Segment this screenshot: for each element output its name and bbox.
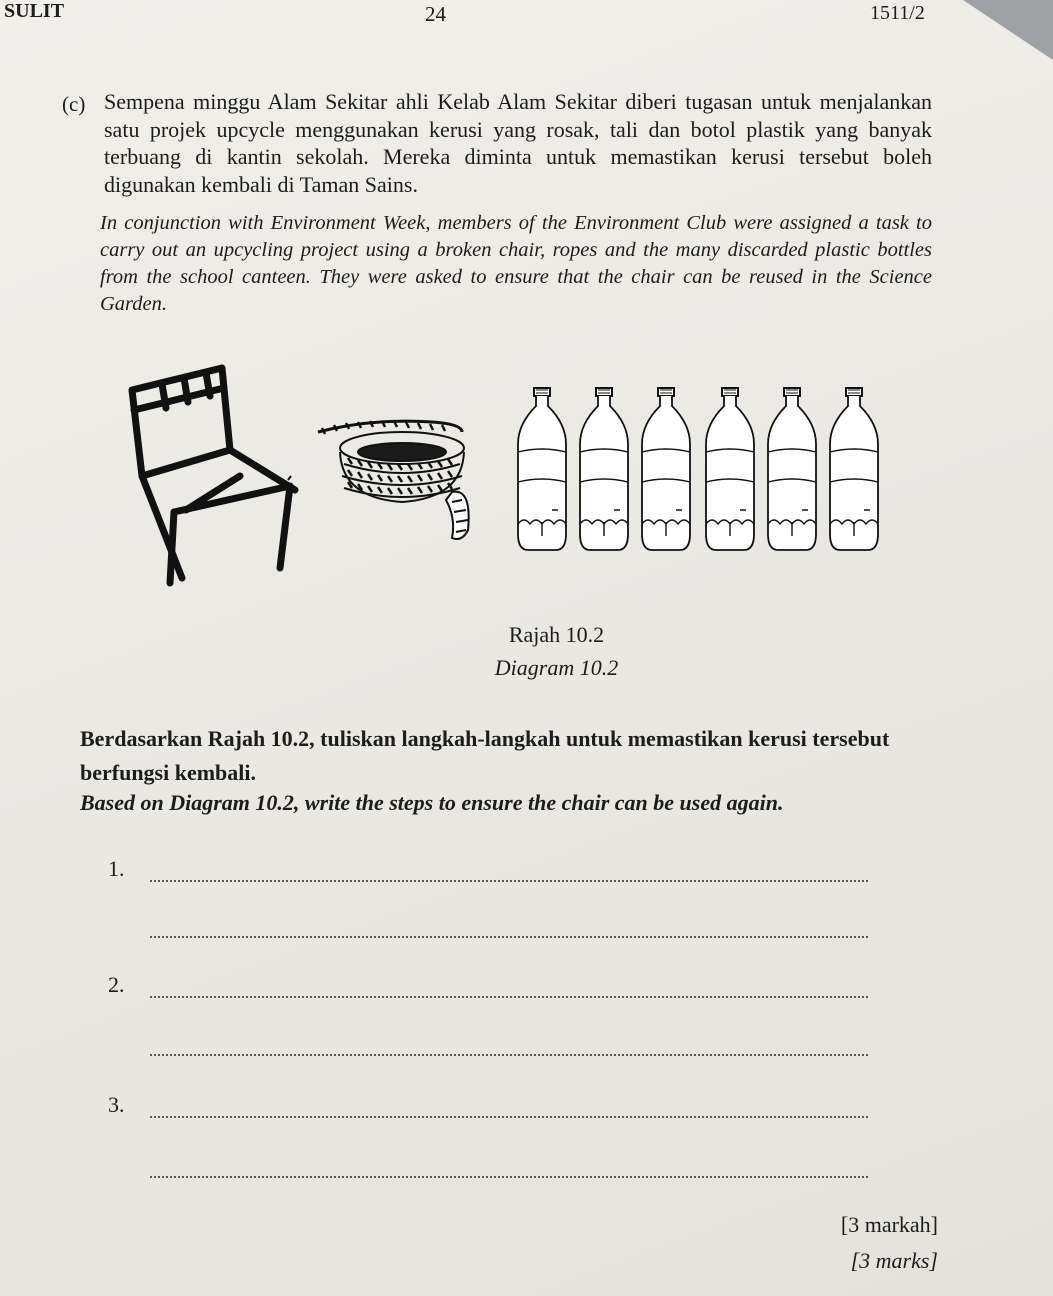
answer-number: 2. <box>108 972 125 997</box>
answer-number: 3. <box>108 1092 125 1117</box>
question-text-malay: Sempena minggu Alam Sekitar ahli Kelab Alam Sekitar diberi tugasan untuk menjalankan satu projek upcycle menggunakan kerusi yang rosak, tali dan botol plastik yang banyak terbuang di kantin sekolah. Mereka diminta untuk memastikan kerusi tersebut boleh digunakan kembali di Taman Sains. <box>104 89 932 197</box>
header-sulit: SULIT <box>4 0 65 22</box>
answer-line-1[interactable] <box>108 856 868 886</box>
rope-icon <box>312 418 490 546</box>
bottle-icon <box>512 384 888 556</box>
question-text-english: In conjunction with Environment Week, members of the Environment Club were assigned a task to carry out an upcycling project using a broken chair, ropes and the many discarded plastic bottles from the school canteen. They were asked to ensure that the chair can be reused in the Science Garden. <box>100 212 932 315</box>
answer-number: 1. <box>108 856 125 881</box>
instruction-malay: Berdasarkan Rajah 10.2, tuliskan langkah-langkah untuk memastikan kerusi tersebut berfungsi kembali. <box>80 726 890 785</box>
figure-caption-malay: Rajah 10.2 <box>508 622 605 647</box>
chair-icon <box>120 358 320 590</box>
marks-malay: [3 markah] <box>840 1212 938 1237</box>
page-number: 24 <box>425 2 446 26</box>
answer-line-1-continued[interactable] <box>108 912 868 942</box>
question-label: (c) <box>62 92 86 116</box>
marks-english: [3 marks] <box>850 1248 938 1273</box>
page-corner-fold <box>963 0 1053 60</box>
answer-line-2-continued[interactable] <box>108 1030 868 1060</box>
answer-line-3[interactable] <box>108 1092 868 1122</box>
instruction-english: Based on Diagram 10.2, write the steps to ensure the chair can be used again. <box>80 790 784 815</box>
figure-caption-english: Diagram 10.2 <box>494 655 619 680</box>
answer-line-3-continued[interactable] <box>108 1152 868 1182</box>
paper-code: 1511/2 <box>870 2 925 24</box>
answer-line-2[interactable] <box>108 972 868 1002</box>
